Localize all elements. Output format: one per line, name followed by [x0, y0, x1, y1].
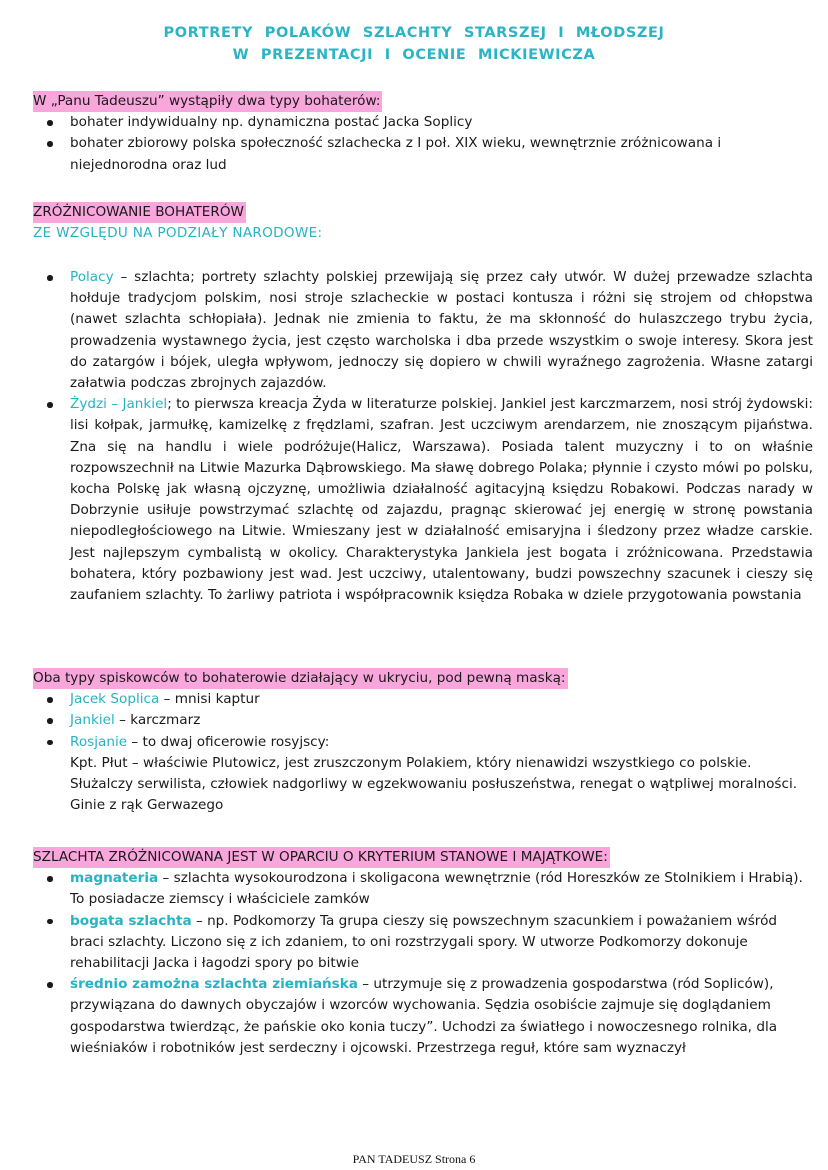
- item-term: Jankiel: [70, 712, 115, 729]
- item-text: – mnisi kaptur: [159, 691, 260, 708]
- diversity-headings: [33, 202, 813, 244]
- diversity-subheading: ZE WZGLĘDU NA PODZIAŁY NARODOWE:: [33, 225, 323, 242]
- estates-section: [33, 847, 813, 1059]
- list-item: [33, 689, 813, 710]
- list-item: [33, 868, 813, 910]
- diversity-list: [33, 267, 813, 606]
- item-text: – utrzymuje się z prowadzenia gospodarstwa (ród Sopliców), przywiązana do dawnych obyczajów i wzorców wychowania. Sędzia osobiście zajmuje się doglądaniem gospodarstwa twierdząc, że pańskie oko konia tuczy”. Uchodzi za światłego i nowoczesnego rolnika, dla wieśniaków i robotników jest serdeczny i ojcowski. Przestrzega reguł, które sam wyznaczył: [70, 976, 778, 1056]
- list-item: [33, 732, 813, 753]
- conspirators-list: [33, 689, 813, 753]
- list-item: [33, 267, 813, 394]
- item-text: – np. Podkomorzy Ta grupa cieszy się powszechnym szacunkiem i poważaniem wśród braci szlachty. Liczono się z ich zdaniem, to oni rozstrzygali spory. W utworze Podkomorzy dokonuje rehabilitacji Jacka i łagodzi spory po bitwie: [70, 912, 778, 972]
- item-text: – szlachta wysokourodzona i skoligacona wewnętrznie (ród Horeszków ze Stolnikiem i Hrabią). To posiadacze ziemscy i właściciele zamków: [70, 870, 803, 908]
- item-term: średnio zamożna szlachta ziemiańska: [70, 976, 358, 993]
- list-item: [33, 394, 813, 606]
- list-item: bohater zbiorowy polska społeczność szlachecka z I poł. XIX wieku, wewnętrznie zróżnicowana i niejednorodna oraz lud: [33, 133, 813, 175]
- item-text: – to dwaj oficerowie rosyjscy:: [127, 733, 330, 750]
- item-term: Jacek Soplica: [70, 691, 160, 708]
- diversity-heading: ZRÓŻNICOWANIE BOHATERÓW: [33, 202, 246, 223]
- item-term: bogata szlachta: [70, 912, 192, 929]
- item-text: – szlachta; portrety szlachty polskiej przewijają się przez cały utwór. W dużej przewadze szlachta hołduje tradycjom polskim, nosi stroje szlacheckie w postaci kontusza i różni się strojem od chłopstwa (nawet szlachta schłopiała). Jednak nie zmienia to faktu, że ma skłonność do hulaszczego trybu życia, prowadzenia wystawnego życia, jest często warcholska i dba przede wszystkim o swoje interesy. Skora jest do zatargów i bójek, uległa wpływom, jednoczy się dopiero w chwili wyraźnego zagrożenia. Własne zatargi załatwia podczas zbrojnych zajazdów.: [70, 269, 813, 392]
- conspirators-section: [33, 668, 813, 816]
- page-footer: PAN TADEUSZ Strona 6: [352, 1152, 476, 1166]
- estates-heading: SZLACHTA ZRÓŻNICOWANA JEST W OPARCIU O KRYTERIUM STANOWE I MAJĄTKOWE:: [33, 847, 610, 868]
- estates-list: [33, 868, 813, 1059]
- list-item: [33, 974, 813, 1059]
- item-term: magnateria: [70, 870, 159, 887]
- item-term: Żydzi – Jankiel: [70, 396, 168, 413]
- item-text: – karczmarz: [114, 712, 201, 729]
- list-item: bohater indywidualny np. dynamiczna postać Jacka Soplicy: [33, 112, 813, 133]
- title-line-2: W PREZENTACJI I OCENIE MICKIEWICZA: [232, 47, 596, 63]
- diversity-section: [33, 267, 813, 606]
- item-text: ; to pierwsza kreacja Żyda w literaturze polskiej. Jankiel jest karczmarzem, nosi strój żydowski: lisi kołpak, jarmułkę, kamizelkę z frędzlami, szafran. Jest uczciwym arendarzem, nie znoszącym pijaństwa. Zna się na handlu i wiele podróżuje(Halicz, Warszawa). Posiada talent muzyczny i to on właśnie rozpowszechnił na Litwie Mazurka Dąbrowskiego. Ma sławę dobrego Polaka; płynnie i czysto mówi po polsku, kocha Polskę jak własną ojczyznę, umożliwia działalność agitacyjną księdzu Robakowi. Podczas narady w Dobrzynie usiłuje powstrzymać szlachtę od zajazdu, pragnąc skierować jej energię w stronę powstania niepodległościowego na Litwie. Wmieszany jest w działalność emisaryjna i śledzony przez władze carskie. Jest najlepszym cymbalistą w okolicy. Charakterystyka Jankiela jest bogata i zróżnicowana. Przedstawia bohatera, który pozbawiony jest wad. Jest uczciwy, utalentowany, budzi powszechny szacunek i cieszy się zaufaniem szlachty. To żarliwy patriota i współpracownik księdza Robaka w dziele przygotowania powstania: [70, 396, 813, 604]
- conspirators-heading: Oba typy spiskowców to bohaterowie działający w ukryciu, pod pewną maską:: [33, 668, 568, 689]
- list-item: [33, 710, 813, 731]
- item-term: Rosjanie: [70, 733, 128, 750]
- intro-list: [33, 112, 813, 176]
- conspirators-continuation: Kpt. Płut – właściwie Plutowicz, jest zruszczonym Polakiem, który nienawidzi wszystkiego co polskie. Służalczy serwilista, człowiek nadgorliwy w egzekwowaniu posłuszeństwa, renegat o wątpliwej moralności. Ginie z rąk Gerwazego: [70, 754, 798, 814]
- list-item: [33, 911, 813, 975]
- document-title: [0, 22, 828, 66]
- item-term: Polacy: [70, 269, 114, 285]
- intro-section: [33, 91, 813, 176]
- intro-heading: W „Panu Tadeuszu” wystąpiły dwa typy bohaterów:: [33, 91, 382, 112]
- title-line-1: PORTRETY POLAKÓW SZLACHTY STARSZEJ I MŁODSZEJ: [163, 25, 665, 41]
